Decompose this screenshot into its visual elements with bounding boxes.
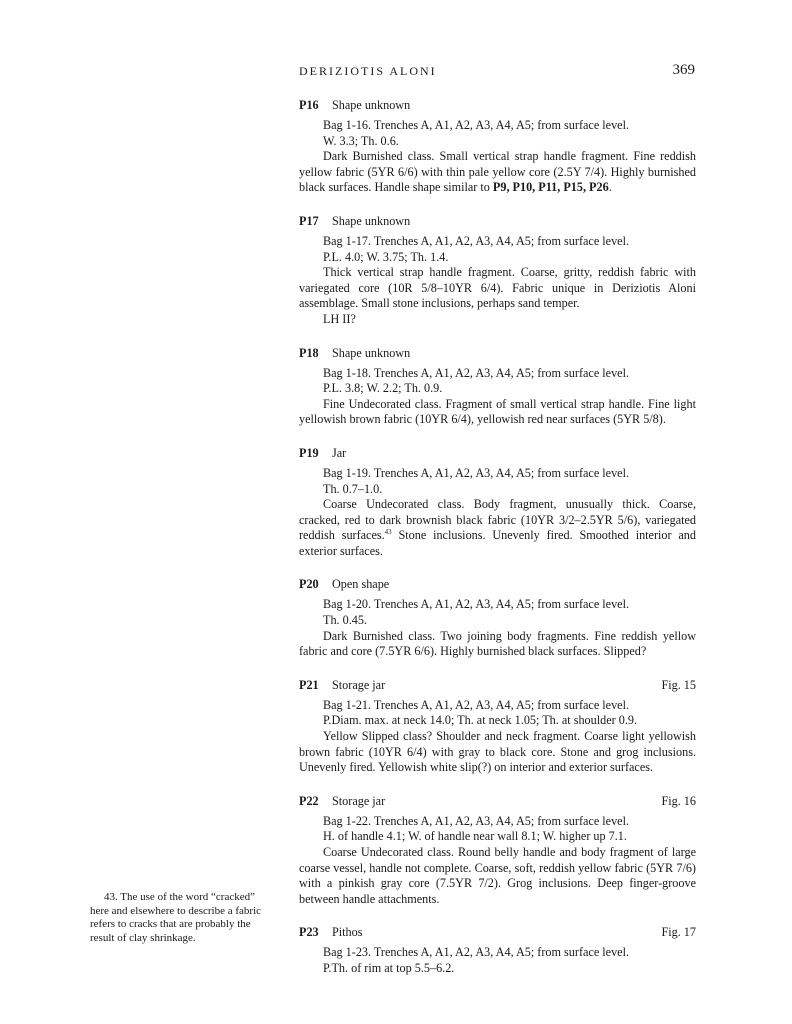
entry-dimensions: P.Th. of rim at top 5.5–6.2. — [323, 960, 455, 975]
figure-reference: Fig. 16 — [661, 793, 696, 808]
running-title: DERIZIOTIS ALONI — [299, 64, 437, 78]
entry-bag: Bag 1-17. Trenches A, A1, A2, A3, A4, A5; from surface level. — [323, 233, 630, 248]
entry-description: Yellow Slipped class? Shoulder and neck fragment. Coarse light yellowish brown fabric (10YR 6/4) with gray to black core. Stone and grog inclusions. Unevenly fired. Yellowish white slip(?) on interior and exterior surfaces. — [299, 729, 696, 775]
entry-dimensions: W. 3.3; Th. 0.6. — [323, 133, 399, 148]
catalog-entry-p16 — [299, 98, 696, 196]
entry-bag: Bag 1-16. Trenches A, A1, A2, A3, A4, A5; from surface level. — [323, 118, 630, 132]
entry-title: Jar — [332, 445, 347, 460]
entry-description — [299, 497, 696, 559]
entry-bag: Bag 1-19. Trenches A, A1, A2, A3, A4, A5; from surface level. — [323, 465, 630, 480]
description-text: Dark Burnished class. Small vertical strap handle fragment. Fine reddish yellow fabric (5YR 6/6) with thin pale yellow core (2.5Y 7/4). Highly burnished black surfaces. Handle shape similar to — [299, 149, 696, 195]
entry-dimensions: Th. 0.45. — [323, 613, 368, 628]
entry-heading — [299, 794, 696, 810]
catalog-entry-p20 — [299, 577, 696, 659]
footnote-reference: 43 — [384, 528, 392, 537]
entry-dimensions: H. of handle 4.1; W. of handle near wall 8.1; W. higher up 7.1. — [323, 829, 627, 844]
figure-reference: Fig. 17 — [661, 925, 696, 940]
page-number: 369 — [672, 62, 695, 78]
entry-title: Storage jar — [332, 793, 386, 808]
catalog-entry-p23 — [299, 925, 696, 976]
entry-heading — [299, 98, 696, 114]
entry-title: Open shape — [332, 577, 390, 592]
entry-title: Pithos — [332, 925, 363, 940]
entry-title: Shape unknown — [332, 98, 411, 112]
description-end: Stone inclusions. Unevenly fired. Smoothed interior and exterior surfaces. — [299, 528, 696, 558]
entry-id: P23 — [299, 925, 319, 940]
entry-id: P18 — [299, 345, 319, 360]
figure-reference: Fig. 15 — [661, 677, 696, 692]
entry-dimensions: Th. 0.7–1.0. — [323, 481, 383, 496]
entry-heading — [299, 678, 696, 694]
catalog-entry-p18 — [299, 346, 696, 428]
description-end: . — [608, 180, 612, 195]
entry-id: P21 — [299, 677, 319, 692]
entry-id: P22 — [299, 793, 319, 808]
entry-description: Thick vertical strap handle fragment. Coarse, gritty, reddish fabric with variegated core (10R 5/8–10YR 6/4). Fabric unique in Deriziotis Aloni assemblage. Small stone inclusions, perhaps sand temper. — [299, 265, 696, 311]
catalog-entry-p19 — [299, 446, 696, 560]
entry-description: Dark Burnished class. Two joining body fragments. Fine reddish yellow fabric and core (7.5YR 6/6). Highly burnished black surfaces. Slipped? — [299, 628, 696, 659]
description-text: Coarse Undecorated class. Body fragment, unusually thick. Coarse, cracked, red to dark brownish black fabric (10YR 3/2–2.5YR 5/6), variegated reddish surfaces. — [299, 497, 696, 543]
entry-title: Shape unknown — [332, 345, 411, 360]
entry-date: LH II? — [323, 311, 356, 326]
entry-bag: Bag 1-22. Trenches A, A1, A2, A3, A4, A5; from surface level. — [323, 813, 630, 828]
entry-heading — [299, 446, 696, 462]
catalog-entry-p17 — [299, 214, 696, 328]
footnote — [90, 891, 264, 945]
entry-title: Shape unknown — [332, 213, 411, 228]
entry-heading — [299, 925, 696, 941]
entry-description — [299, 149, 696, 196]
entry-bag: Bag 1-21. Trenches A, A1, A2, A3, A4, A5; from surface level. — [323, 697, 630, 712]
entry-heading — [299, 214, 696, 230]
entry-bag: Bag 1-20. Trenches A, A1, A2, A3, A4, A5; from surface level. — [323, 597, 630, 612]
entry-dimensions: P.Diam. max. at neck 14.0; Th. at neck 1.05; Th. at shoulder 0.9. — [323, 713, 637, 728]
entry-title: Storage jar — [332, 677, 386, 692]
entry-description: Fine Undecorated class. Fragment of small vertical strap handle. Fine light yellowish brown fabric (10YR 6/4), yellowish red near surfaces (5YR 5/8). — [299, 396, 696, 427]
catalog-entry-p21 — [299, 678, 696, 776]
entry-dimensions: P.L. 3.8; W. 2.2; Th. 0.9. — [323, 381, 443, 396]
running-head — [299, 64, 699, 80]
entry-heading — [299, 577, 696, 593]
footnote-text: 43. The use of the word “cracked” here and elsewhere to describe a fabric refers to cracks that are probably the result of clay shrinkage. — [90, 891, 262, 944]
entry-description: Coarse Undecorated class. Round belly handle and body fragment of large coarse vessel, handle not complete. Coarse, soft, reddish yellow fabric (5YR 7/6) with a pinkish gray core (7.5YR 7/2). Grog inclusions. Deep finger-groove between handle attachments. — [299, 845, 696, 906]
entry-bag: Bag 1-23. Trenches A, A1, A2, A3, A4, A5; from surface level. — [323, 945, 630, 960]
entry-id: P16 — [299, 98, 319, 112]
entry-id: P20 — [299, 577, 319, 592]
entry-dimensions: P.L. 4.0; W. 3.75; Th. 1.4. — [323, 249, 449, 264]
entry-id: P17 — [299, 213, 319, 228]
entry-heading — [299, 346, 696, 362]
catalog-entry-p22 — [299, 794, 696, 908]
cross-references: P9, P10, P11, P15, P26 — [492, 180, 609, 195]
entry-id: P19 — [299, 445, 319, 460]
catalog-content — [299, 98, 696, 995]
entry-bag: Bag 1-18. Trenches A, A1, A2, A3, A4, A5; from surface level. — [323, 365, 630, 380]
